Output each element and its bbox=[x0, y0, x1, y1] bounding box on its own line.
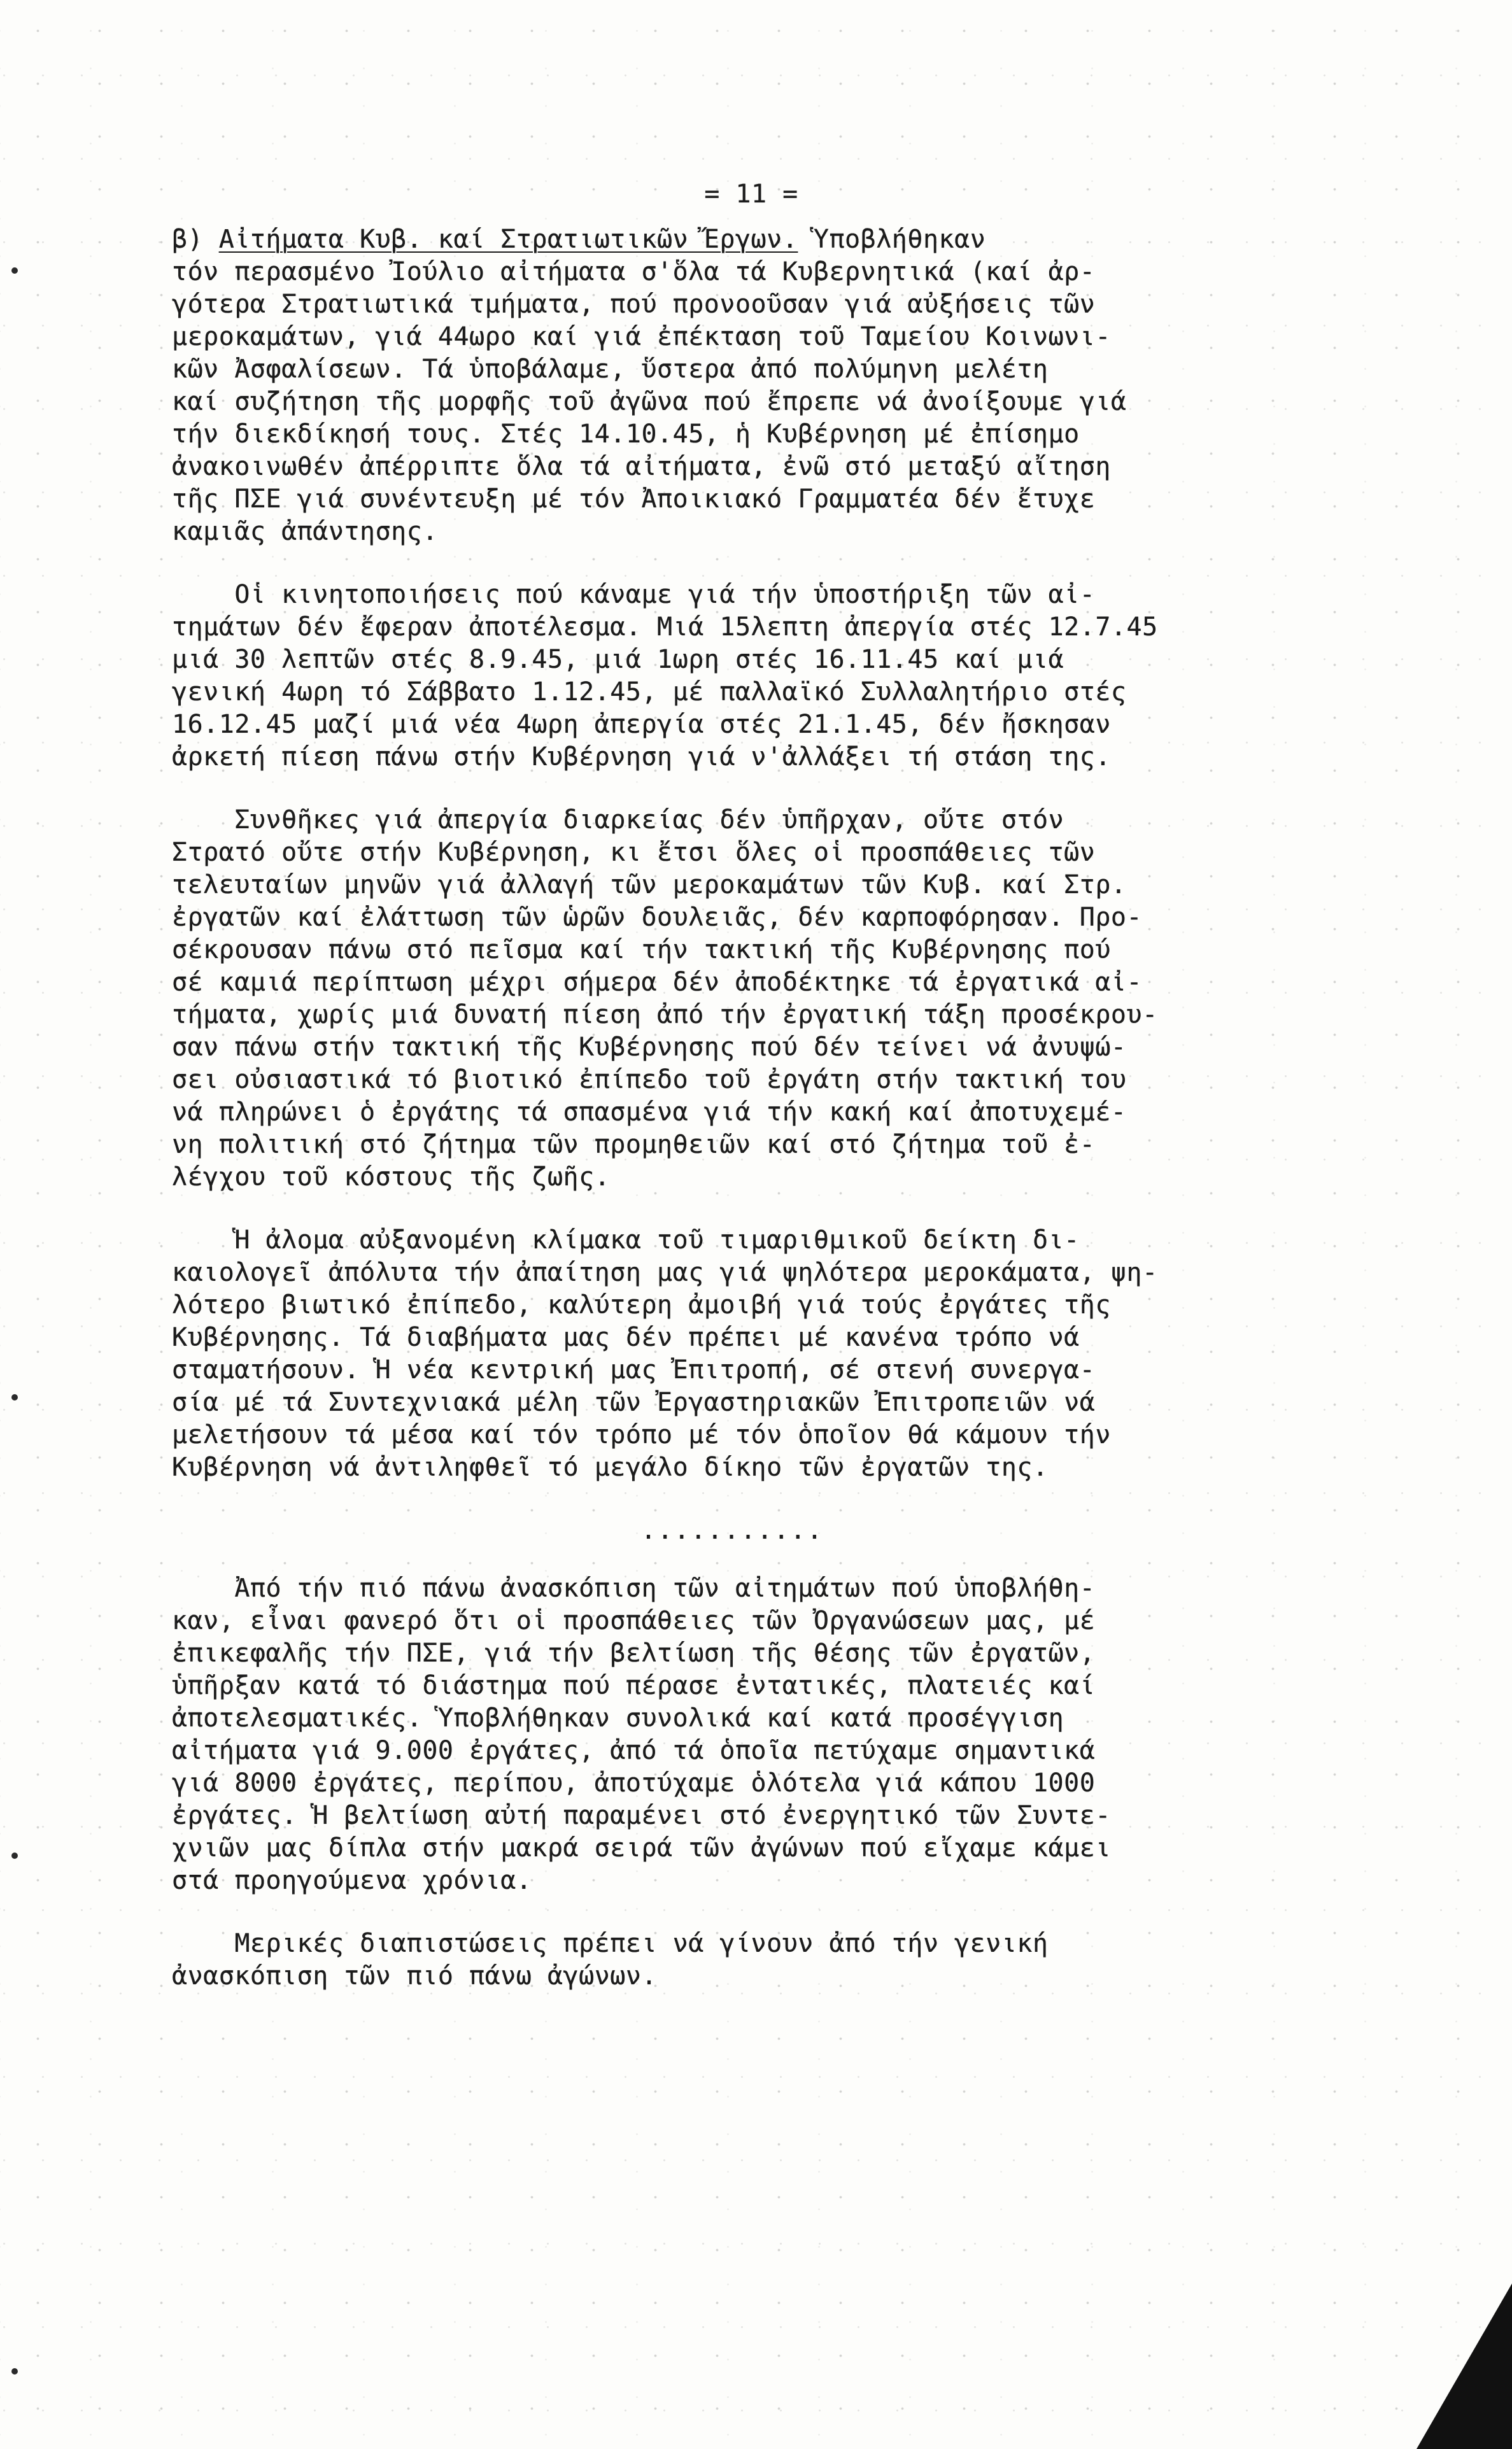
text-line: καί συζήτηση τῆς μορφῆς τοῦ ἀγῶνα πού ἔπρεπε νά ἀνοίξουμε γιά bbox=[172, 387, 1127, 416]
text-line: τελευταίων μηνῶν γιά ἀλλαγή τῶν μεροκαμάτων τῶν Κυβ. καί Στρ. bbox=[172, 870, 1127, 900]
text-line: νη πολιτική στό ζήτημα τῶν προμηθειῶν καί στό ζήτημα τοῦ ἐ- bbox=[172, 1130, 1096, 1159]
dark-corner bbox=[1417, 2283, 1512, 2449]
margin-mark bbox=[11, 1394, 18, 1401]
text-line: Κυβέρνηση νά ἀντιληφθεῖ τό μεγάλο δίκηο τῶν ἐργατῶν της. bbox=[172, 1453, 1049, 1482]
paragraph bbox=[172, 1224, 1420, 1484]
margin-mark bbox=[11, 267, 18, 274]
heading-line bbox=[172, 223, 1420, 256]
heading-prefix: β) bbox=[172, 225, 219, 254]
text-line: Ἡ ἀλομα αὐξανομένη κλίμακα τοῦ τιμαριθμικοῦ δείκτη δι- bbox=[172, 1225, 1080, 1255]
text-line: Στρατό οὔτε στήν Κυβέρνηση, κι ἔτσι ὅλες οἱ προσπάθειες τῶν bbox=[172, 838, 1096, 867]
text-line: σέ καμιά περίπτωση μέχρι σήμερα δέν ἀποδέκτηκε τά ἐργατικά αἰ- bbox=[172, 968, 1143, 997]
text-line: σταματήσουν. Ἡ νέα κεντρική μας Ἐπιτροπή, σέ στενή συνεργα- bbox=[172, 1355, 1096, 1385]
paragraph bbox=[172, 1928, 1420, 1993]
text-line: ἀποτελεσματικές. Ὑποβλήθηκαν συνολικά καί κατά προσέγγιση bbox=[172, 1704, 1064, 1733]
text-line: καν, εἶναι φανερό ὅτι οἱ προσπάθειες τῶν Ὀργανώσεων μας, μέ bbox=[172, 1606, 1096, 1635]
text-line: σει οὐσιαστικά τό βιοτικό ἐπίπεδο τοῦ ἐργάτη στήν τακτική του bbox=[172, 1065, 1127, 1094]
text-line: ἀνακοινωθέν ἀπέρριπτε ὅλα τά αἰτήματα, ἐνῶ στό μεταξύ αἴτηση bbox=[172, 452, 1111, 481]
text-line: Μερικές διαπιστώσεις πρέπει νά γίνουν ἀπό τήν γενική bbox=[172, 1929, 1049, 1958]
text-line: ὑπῆρξαν κατά τό διάστημα πού πέρασε ἐντατικές, πλατειές καί bbox=[172, 1671, 1096, 1700]
paragraph bbox=[172, 579, 1420, 773]
paragraph bbox=[172, 1572, 1420, 1897]
text-line: νά πληρώνει ὁ ἐργάτης τά σπασμένα γιά τήν κακή καί ἀποτυχεμέ- bbox=[172, 1097, 1127, 1127]
page-number: = 11 = bbox=[704, 180, 798, 209]
text-line: λέγχου τοῦ κόστους τῆς ζωῆς. bbox=[172, 1162, 611, 1192]
text-line: καιολογεῖ ἀπόλυτα τήν ἀπαίτηση μας γιά ψηλότερα μεροκάματα, ψη- bbox=[172, 1258, 1158, 1287]
heading-rest: Ὑποβλήθηκαν bbox=[798, 225, 986, 254]
text-line: τόν περασμένο Ἰούλιο αἰτήματα σ'ὅλα τά Κυβερνητικά (καί ἀρ- bbox=[172, 257, 1096, 286]
text-line: χνιῶν μας δίπλα στήν μακρά σειρά τῶν ἀγώνων πού εἴχαμε κάμει bbox=[172, 1833, 1111, 1863]
text-line: Κυβέρνησης. Τά διαβήματα μας δέν πρέπει μέ κανένα τρόπο νά bbox=[172, 1323, 1080, 1352]
text-line: γιά 8000 ἐργάτες, περίπου, ἀποτύχαμε ὁλότελα γιά κάπου 1000 bbox=[172, 1768, 1096, 1798]
text-line: τήματα, χωρίς μιά δυνατή πίεση ἀπό τήν ἐργατική τάξη προσέκρου- bbox=[172, 1000, 1158, 1029]
paragraph bbox=[172, 223, 1420, 548]
text-line: σαν πάνω στήν τακτική τῆς Κυβέρνησης πού δέν τείνει νά ἀνυψώ- bbox=[172, 1033, 1127, 1062]
text-line: μελετήσουν τά μέσα καί τόν τρόπο μέ τόν ὁποῖον θά κάμουν τήν bbox=[172, 1420, 1111, 1450]
text-line: σία μέ τά Συντεχνιακά μέλη τῶν Ἐργαστηριακῶν Ἐπιτροπειῶν νά bbox=[172, 1388, 1096, 1417]
section-heading: Αἰτήματα Κυβ. καί Στρατιωτικῶν Ἔργων. bbox=[218, 225, 798, 254]
text-line: λότερο βιωτικό ἐπίπεδο, καλύτερη ἀμοιβή γιά τούς ἐργάτες τῆς bbox=[172, 1290, 1111, 1320]
text-line: ἀρκετή πίεση πάνω στήν Κυβέρνηση γιά ν'ἀλλάξει τή στάση της. bbox=[172, 742, 1111, 772]
text-line: τημάτων δέν ἔφεραν ἀποτέλεσμα. Μιά 15λεπτη ἀπεργία στές 12.7.45 bbox=[172, 612, 1158, 642]
margin-mark bbox=[11, 1853, 18, 1859]
text-line: γενική 4ωρη τό Σάββατο 1.12.45, μέ παλλαϊκό Συλλαλητήριο στές bbox=[172, 677, 1127, 707]
text-line: 16.12.45 μαζί μιά νέα 4ωρη ἀπεργία στές 21.1.45, δέν ἤσκησαν bbox=[172, 710, 1111, 739]
typed-text bbox=[172, 178, 1420, 2023]
text-line: τῆς ΠΣΕ γιά συνέντευξη μέ τόν Ἀποικιακό Γραμματέα δέν ἔτυχε bbox=[172, 484, 1096, 514]
text-line: ἐργάτες. Ἡ βελτίωση αὐτή παραμένει στό ἐνεργητικό τῶν Συντε- bbox=[172, 1801, 1111, 1830]
text-line: καμιᾶς ἀπάντησης. bbox=[172, 517, 438, 546]
text-line: μιά 30 λεπτῶν στές 8.9.45, μιά 1ωρη στές 16.11.45 καί μιά bbox=[172, 645, 1064, 674]
separator-dots: ........... bbox=[640, 1516, 824, 1545]
paragraph bbox=[172, 804, 1420, 1194]
text-line: ἀνασκόπιση τῶν πιό πάνω ἀγώνων. bbox=[172, 1961, 658, 1991]
text-line: ἐργατῶν καί ἐλάττωση τῶν ὡρῶν δουλειᾶς, δέν καρποφόρησαν. Προ- bbox=[172, 903, 1143, 932]
text-line: κῶν Ἀσφαλίσεων. Τά ὑποβάλαμε, ὕστερα ἀπό πολύμηνη μελέτη bbox=[172, 355, 1049, 384]
text-line: στά προηγούμενα χρόνια. bbox=[172, 1866, 532, 1895]
text-line: Ἀπό τήν πιό πάνω ἀνασκόπιση τῶν αἰτημάτων πού ὑποβλήθη- bbox=[172, 1574, 1096, 1603]
text-line: ἐπικεφαλῆς τήν ΠΣΕ, γιά τήν βελτίωση τῆς θέσης τῶν ἐργατῶν, bbox=[172, 1639, 1096, 1668]
text-line: μεροκαμάτων, γιά 44ωρο καί γιά ἐπέκταση τοῦ Ταμείου Κοινωνι- bbox=[172, 322, 1111, 351]
text-line: Συνθῆκες γιά ἀπεργία διαρκείας δέν ὑπῆρχαν, οὔτε στόν bbox=[172, 805, 1064, 835]
text-line: αἰτήματα γιά 9.000 ἐργάτες, ἀπό τά ὁποῖα πετύχαμε σημαντικά bbox=[172, 1736, 1096, 1765]
text-line: τήν διεκδίκησή τους. Στές 14.10.45, ἡ Κυβέρνηση μέ ἐπίσημο bbox=[172, 420, 1080, 449]
text-line: Οἱ κινητοποιήσεις πού κάναμε γιά τήν ὑποστήριξη τῶν αἰ- bbox=[172, 580, 1096, 609]
text-line: γότερα Στρατιωτικά τμήματα, πού προνοοῦσαν γιά αὐξήσεις τῶν bbox=[172, 290, 1096, 319]
margin-mark bbox=[11, 2368, 18, 2375]
text-line: σέκρουσαν πάνω στό πεῖσμα καί τήν τακτική τῆς Κυβέρνησης πού bbox=[172, 935, 1111, 964]
